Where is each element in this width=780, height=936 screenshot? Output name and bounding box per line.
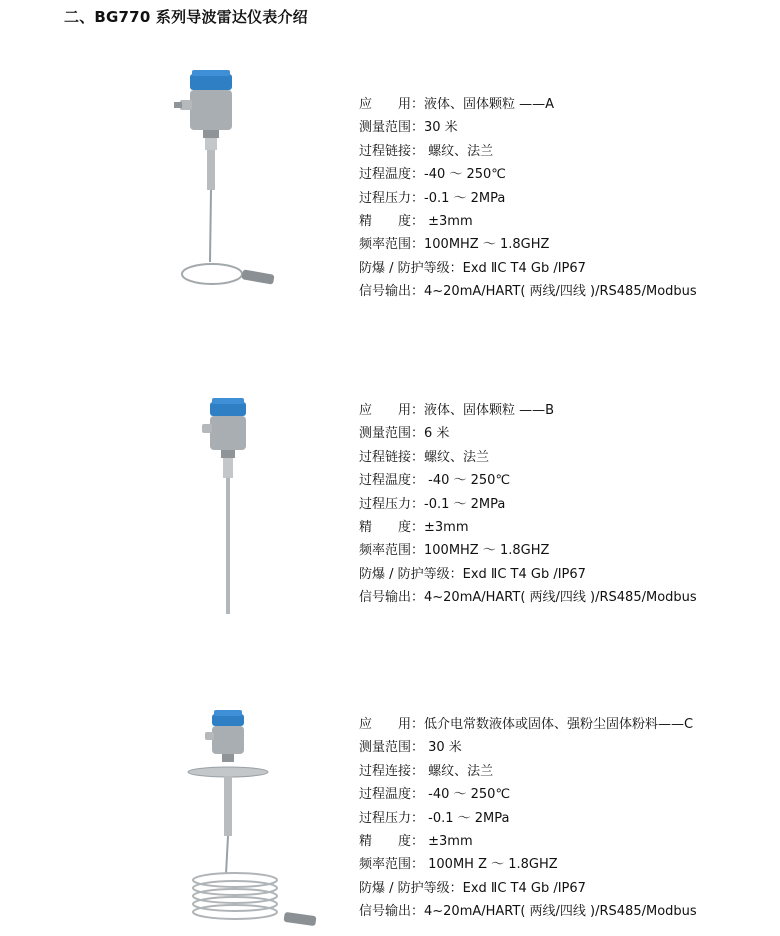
product-image-c — [180, 708, 325, 936]
radar-level-gauge-rod-probe-icon — [196, 396, 256, 618]
spec-explosion-protection: 防爆 / 防护等级：Exd ⅡC T4 Gb /IP67 — [359, 260, 586, 276]
spec-application: 应 用：液体、固体颗粒 ——A — [359, 97, 555, 112]
spec-application: 应 用：低介电常数液体或固体、强粉尘固体粉料——C — [359, 717, 694, 732]
spec-accuracy: 精 度：±3mm — [359, 520, 469, 536]
spec-signal-output: 信号输出：4~20mA/HART( 两线/四线 )/RS485/Modbus — [359, 904, 697, 920]
spec-temperature: 过程温度： -40 ～ 250℃ — [359, 787, 511, 803]
spec-accuracy: 精 度： ±3mm — [359, 214, 473, 230]
spec-application: 应 用：液体、固体颗粒 ——B — [359, 403, 555, 418]
spec-accuracy: 精 度： ±3mm — [359, 834, 473, 850]
product-image-a — [170, 66, 280, 298]
spec-process-connection: 过程连接： 螺纹、法兰 — [359, 763, 494, 779]
spec-frequency: 频率范围：100MHZ ～ 1.8GHZ — [359, 543, 550, 559]
spec-process-connection: 过程链接： 螺纹、法兰 — [359, 143, 494, 159]
spec-pressure: 过程压力： -0.1 ～ 2MPa — [359, 810, 510, 826]
spec-pressure: 过程压力：-0.1 ～ 2MPa — [359, 190, 506, 206]
radar-level-gauge-flange-coil-probe-icon — [180, 708, 325, 936]
spec-list-c — [359, 713, 697, 924]
product-image-b — [196, 396, 256, 618]
spec-process-connection: 过程链接：螺纹、法兰 — [359, 449, 490, 465]
spec-frequency: 频率范围： 100MH Z ～ 1.8GHZ — [359, 857, 558, 873]
spec-explosion-protection: 防爆 / 防护等级：Exd ⅡC T4 Gb /IP67 — [359, 566, 586, 582]
spec-list-a — [359, 93, 697, 304]
spec-signal-output: 信号输出：4~20mA/HART( 两线/四线 )/RS485/Modbus — [359, 284, 697, 300]
spec-range: 测量范围：6 米 — [359, 426, 450, 442]
spec-frequency: 频率范围：100MHZ ～ 1.8GHZ — [359, 237, 550, 253]
spec-temperature: 过程温度： -40 ～ 250℃ — [359, 473, 511, 489]
spec-pressure: 过程压力：-0.1 ～ 2MPa — [359, 496, 506, 512]
spec-temperature: 过程温度：-40 ～ 250℃ — [359, 167, 506, 183]
section-title: 二、BG770 系列导波雷达仪表介绍 — [64, 8, 308, 26]
radar-level-gauge-cable-probe-icon — [170, 66, 280, 298]
spec-explosion-protection: 防爆 / 防护等级：Exd ⅡC T4 Gb /IP67 — [359, 880, 586, 896]
spec-range: 测量范围： 30 米 — [359, 740, 462, 756]
spec-range: 测量范围：30 米 — [359, 120, 458, 136]
spec-list-b — [359, 399, 697, 610]
spec-signal-output: 信号输出：4~20mA/HART( 两线/四线 )/RS485/Modbus — [359, 590, 697, 606]
